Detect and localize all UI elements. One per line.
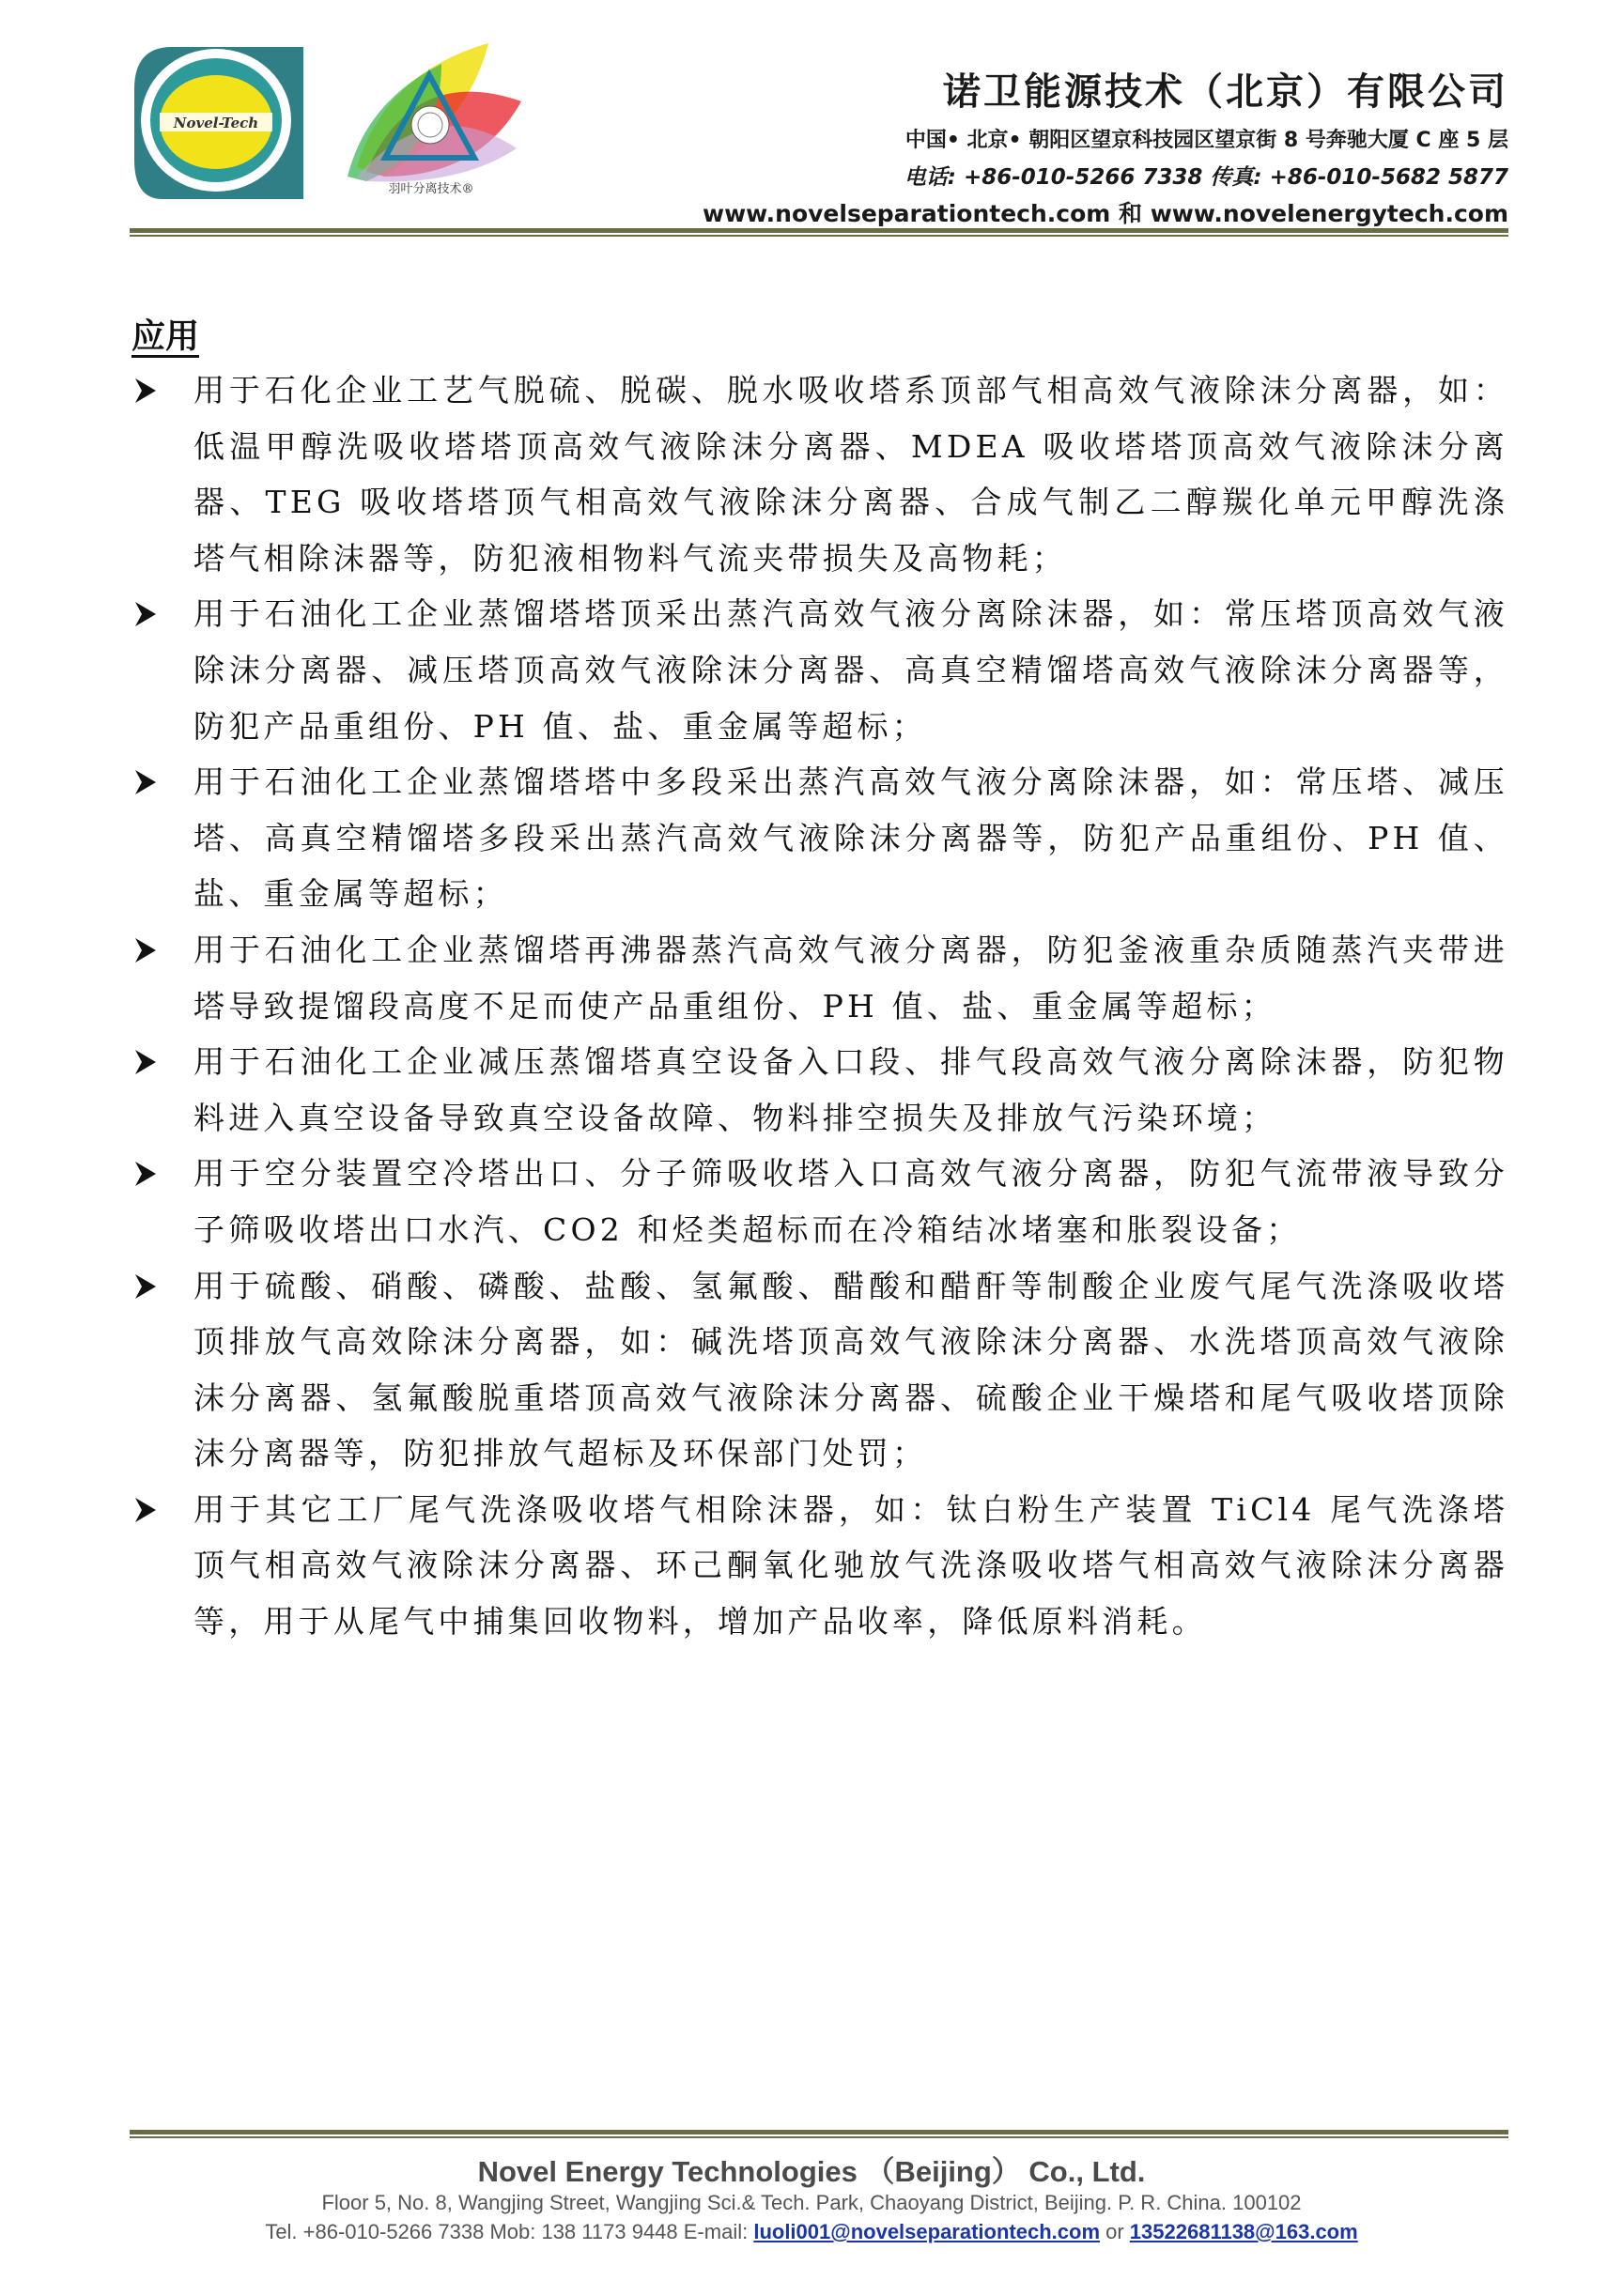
email-link-primary[interactable]: luoli001@novelseparationtech.com <box>753 2220 1100 2243</box>
arrow-bullet-icon <box>131 1034 160 1090</box>
feather-logo-caption: 羽叶分离技术® <box>388 182 474 196</box>
arrow-bullet-icon <box>131 586 160 642</box>
application-list <box>131 362 1508 1650</box>
list-item <box>131 1258 1508 1482</box>
footer-company-name: Novel Energy Technologies （Beijing） Co., Ltd. <box>477 2155 1146 2188</box>
company-name-cn: 诺卫能源技术（北京）有限公司 <box>943 70 1508 114</box>
list-item <box>131 362 1508 586</box>
footer-divider <box>130 2130 1508 2134</box>
arrow-bullet-icon <box>131 1482 160 1538</box>
list-item-text: 用于石油化工企业蒸馏塔再沸器蒸汽高效气液分离器，防犯釜液重杂质随蒸汽夹带进塔导致提馏段高度不足而使产品重组份、PH 值、盐、重金属等超标； <box>193 931 1508 1025</box>
company-address-cn: 中国• 北京• 朝阳区望京科技园区望京街 8 号奔驰大厦 C 座 5 层 <box>904 129 1508 152</box>
list-item <box>131 1482 1508 1650</box>
list-item <box>131 922 1508 1034</box>
list-item <box>131 754 1508 922</box>
footer-contact-text: Tel. +86-010-5266 7338 Mob: 138 1173 9448 E-mail: <box>265 2220 754 2243</box>
list-item <box>131 586 1508 754</box>
header-divider-thin <box>130 235 1508 237</box>
footer-contact-or: or <box>1100 2220 1130 2243</box>
list-item-text: 用于石油化工企业减压蒸馏塔真空设备入口段、排气段高效气液分离除沫器，防犯物料进入真空设备导致真空设备故障、物料排空损失及排放气污染环境； <box>193 1043 1508 1136</box>
svg-text:Novel-Tech: Novel-Tech <box>173 115 259 131</box>
arrow-bullet-icon <box>131 1146 160 1202</box>
list-item-text: 用于石油化工企业蒸馏塔塔中多段采出蒸汽高效气液分离除沫器，如：常压塔、减压塔、高真空精馏塔多段采出蒸汽高效气液除沫分离器等，防犯产品重组份、PH 值、盐、重金属等超标； <box>193 763 1508 913</box>
list-item <box>131 1146 1508 1257</box>
footer-address: Floor 5, No. 8, Wangjing Street, Wangjing Sci.& Tech. Park, Chaoyang District, Beijing. P. R. China. 100102 <box>321 2191 1302 2214</box>
list-item-text: 用于石油化工企业蒸馏塔塔顶采出蒸汽高效气液分离除沫器，如：常压塔顶高效气液除沫分离器、减压塔顶高效气液除沫分离器、高真空精馏塔高效气液除沫分离器等，防犯产品重组份、PH 值、盐、重金属等超标； <box>193 595 1508 745</box>
list-item-text: 用于硫酸、硝酸、磷酸、盐酸、氢氟酸、醋酸和醋酐等制酸企业废气尾气洗涤吸收塔顶排放气高效除沫分离器，如：碱洗塔顶高效气液除沫分离器、水洗塔顶高效气液除沫分离器、氢氟酸脱重塔顶高效气液除沫分离器、硫酸企业干燥塔和尾气吸收塔顶除沫分离器等，防犯排放气超标及环保部门处罚； <box>193 1267 1508 1472</box>
arrow-bullet-icon <box>131 754 160 810</box>
list-item-text: 用于其它工厂尾气洗涤吸收塔气相除沫器，如：钛白粉生产装置 TiCl4 尾气洗涤塔顶气相高效气液除沫分离器、环己酮氧化驰放气洗涤吸收塔气相高效气液除沫分离器等，用于从尾气中捕集回收物料，增加产品收率，降低原料消耗。 <box>193 1490 1508 1641</box>
arrow-bullet-icon <box>131 1258 160 1315</box>
list-item-text: 用于空分装置空冷塔出口、分子筛吸收塔入口高效气液分离器，防犯气流带液导致分子筛吸收塔出口水汽、CO2 和烃类超标而在冷箱结冰堵塞和胀裂设备； <box>193 1155 1508 1248</box>
section-heading: 应用 <box>131 317 200 356</box>
arrow-bullet-icon <box>131 362 160 419</box>
email-link-secondary[interactable]: 13522681138@163.com <box>1129 2220 1358 2243</box>
arrow-bullet-icon <box>131 922 160 978</box>
footer-contact <box>0 2220 1623 2244</box>
company-phone-fax: 电话: +86-010-5266 7338 传真: +86-010-5682 5877 <box>904 165 1508 190</box>
novel-tech-logo <box>130 38 308 208</box>
company-websites: www.novelseparationtech.com 和 www.novelenergytech.com <box>702 200 1508 227</box>
header-divider <box>130 228 1508 233</box>
footer-divider-thin <box>130 2136 1508 2138</box>
list-item <box>131 1034 1508 1146</box>
list-item-text: 用于石化企业工艺气脱硫、脱碳、脱水吸收塔系顶部气相高效气液除沫分离器，如：低温甲醇洗吸收塔塔顶高效气液除沫分离器、MDEA 吸收塔塔顶高效气液除沫分离器、TEG 吸收塔塔顶气相高效气液除沫分离器、合成气制乙二醇羰化单元甲醇洗涤塔气相除沫器等，防犯液相物料气流夹带损失及高物耗； <box>193 372 1508 577</box>
